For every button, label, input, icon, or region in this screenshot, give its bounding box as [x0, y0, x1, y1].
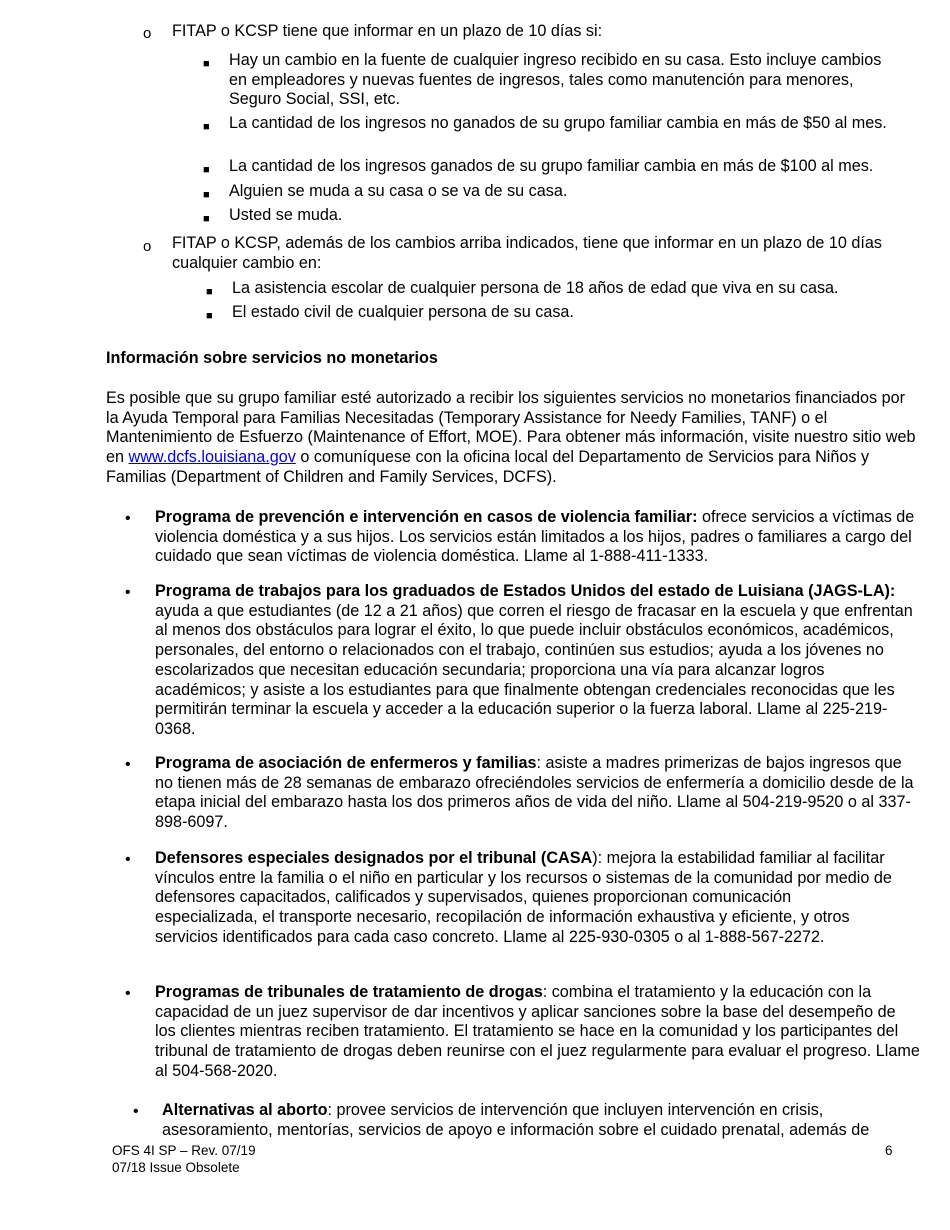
list-bullet-filled: •	[125, 985, 131, 1002]
service-name: Programa de prevención e intervención en casos de violencia familiar:	[155, 508, 698, 526]
service-item	[155, 508, 915, 567]
intro-text: Es posible que su grupo familiar esté autorizado a recibir los siguientes servicios no monetarios financiados por la Ayuda Temporal para Familias Necesitadas (Temporary Assistance for Needy Families, TANF) o el Mantenimiento de Esfuerzo (Maintenance of Effort, MOE). Para obtener más información, visite nuestro sitio web en	[106, 389, 916, 467]
list-bullet-filled: •	[125, 510, 131, 527]
service-name: Programa de trabajos para los graduados de Estados Unidos del estado de Luisiana (JAGS-LA):	[155, 582, 896, 600]
service-description: : provee servicios de intervención que incluyen intervención en crisis, asesoramiento, mentorías, servicios de apoyo e información sobre el cuidado prenatal, además de	[162, 1101, 870, 1139]
list-bullet-hollow: o	[143, 238, 152, 255]
list-bullet-filled: •	[125, 756, 131, 773]
intro-text: o comuníquese con la oficina local del Departamento de Servicios para Niños y Familias (Department of Children and Family Services, DCFS).	[106, 448, 870, 486]
list-bullet-square: ■	[206, 286, 213, 298]
list-bullet-square: ■	[203, 58, 210, 70]
footer-obsolete-note: 07/18 Issue Obsolete	[112, 1160, 240, 1175]
dcfs-website-link[interactable]: www.dcfs.louisiana.gov	[128, 448, 296, 467]
service-description: : combina el tratamiento y la educación con la capacidad de un juez supervisor de dar incentivos y aplicar sanciones sobre la base del desempeño de los clientes mientras reciben tratamiento. El tratamiento se hace en la comunidad y los participantes del tribunal de tratamiento de drogas deben reunirse con el juez regularmente para evaluar el progreso. Llame al 504-568-2020.	[155, 983, 920, 1080]
list-item: Hay un cambio en la fuente de cualquier ingreso recibido en su casa. Esto incluye cambios en empleadores y nuevas fuentes de ingresos, tales como manutención para menores, Seguro Social, SSI, etc.	[229, 51, 882, 109]
service-item	[162, 1101, 917, 1141]
footer-form-id: OFS 4I SP – Rev. 07/19	[112, 1143, 256, 1158]
list-item: Alguien se muda a su casa o se va de su casa.	[229, 182, 568, 200]
list-item: Usted se muda.	[229, 206, 343, 224]
service-item	[155, 983, 920, 1082]
list-bullet-square: ■	[203, 213, 210, 225]
list-bullet-filled: •	[125, 584, 131, 601]
service-description: : asiste a madres primerizas de bajos ingresos que no tienen más de 28 semanas de embarazo ofreciéndoles servicios de enfermería a domicilio desde de la etapa inicial del embarazo hasta los dos primeros años de vida del niño. Llame al 504-219-9520 o al 337-898-6097.	[155, 754, 914, 832]
list-bullet-square: ■	[203, 121, 210, 133]
list-item: FITAP o KCSP tiene que informar en un plazo de 10 días si:	[172, 22, 603, 40]
page-number: 6	[885, 1143, 893, 1158]
service-item	[155, 849, 895, 948]
list-item: La cantidad de los ingresos ganados de su grupo familiar cambia en más de $100 al mes.	[229, 157, 874, 175]
service-name: Programas de tribunales de tratamiento de drogas	[155, 983, 543, 1001]
service-description: ofrece servicios a víctimas de violencia doméstica y a sus hijos. Los servicios están limitados a los hijos, padres o familiares a cargo del cuidado que sean víctimas de violencia doméstica. Llame al 1-888-411-1333.	[155, 508, 915, 566]
service-item	[155, 582, 915, 740]
service-name: Programa de asociación de enfermeros y familias	[155, 754, 537, 772]
list-bullet-filled: •	[125, 851, 131, 868]
list-bullet-filled: •	[133, 1103, 139, 1120]
service-item	[155, 754, 915, 833]
intro-paragraph	[106, 389, 918, 488]
service-description: ): mejora la estabilidad familiar al facilitar vínculos entre la familia o el niño en particular y los recursos o sistemas de la comunidad por medio de defensores capacitados, calificados y supervisados, quienes proporcionan comunicación especializada, el transporte necesario, recopilación de información exhaustiva y eficiente, y otros servicios identificados para cada caso concreto. Llame al 225-930-0305 o al 1-888-567-2272.	[155, 849, 892, 946]
list-bullet-square: ■	[203, 189, 210, 201]
section-heading: Información sobre servicios no monetarios	[106, 349, 438, 367]
list-bullet-square: ■	[203, 164, 210, 176]
service-name: Defensores especiales designados por el tribunal (CASA	[155, 849, 593, 867]
service-description: ayuda a que estudiantes (de 12 a 21 años) que corren el riesgo de fracasar en la escuela y que enfrentan al menos dos obstáculos para lograr el éxito, lo que puede incluir obstáculos económicos, académicos, personales, del entorno o relacionados con el trabajo, continúen sus estudios; ayuda a los jóvenes no escolarizados que necesitan educación secundaria; proporciona una vía para alcanzar logros académicos; y asiste a los estudiantes para que finalmente obtengan credenciales reconocidas que les permitirán terminar la escuela y acceder a la educación superior o la fuerza laboral. Llame al 225-219-0368.	[155, 601, 913, 738]
list-item: La asistencia escolar de cualquier persona de 18 años de edad que viva en su casa.	[232, 279, 839, 297]
list-bullet-hollow: o	[143, 25, 152, 42]
list-bullet-square: ■	[206, 310, 213, 322]
list-item: FITAP o KCSP, además de los cambios arriba indicados, tiene que informar en un plazo de 10 días cualquier cambio en:	[172, 234, 882, 272]
list-item: El estado civil de cualquier persona de su casa.	[232, 303, 574, 321]
service-name: Alternativas al aborto	[162, 1101, 328, 1119]
list-item: La cantidad de los ingresos no ganados de su grupo familiar cambia en más de $50 al mes.	[229, 114, 887, 132]
